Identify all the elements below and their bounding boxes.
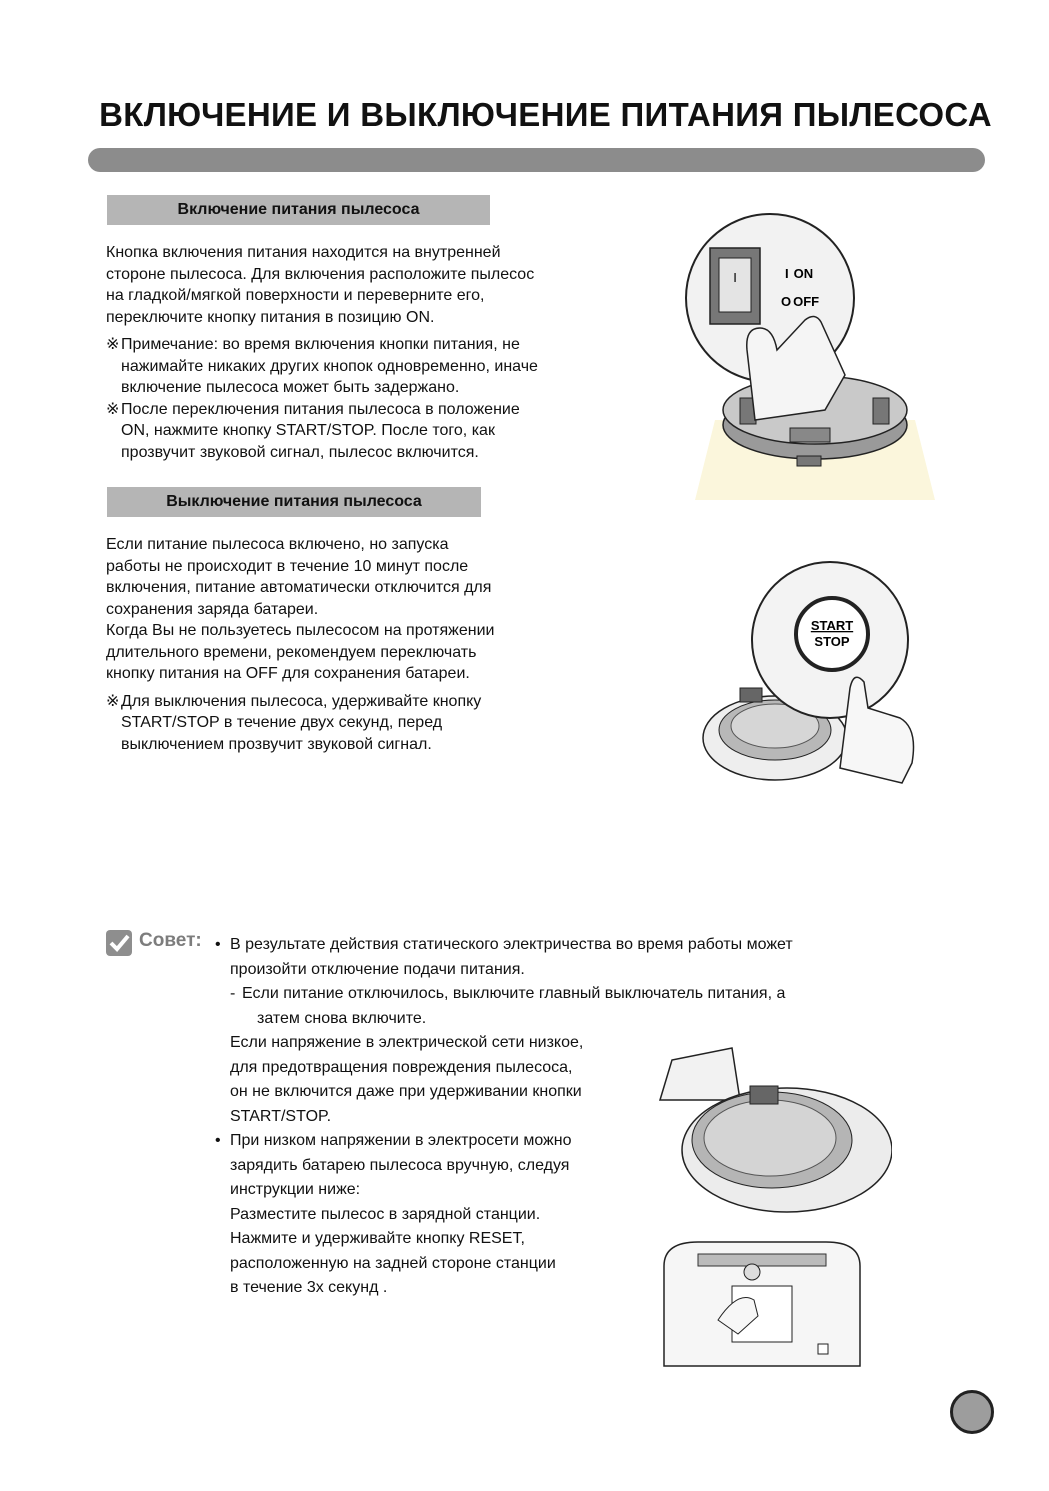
note-mark: ※ — [106, 336, 120, 353]
section-heading-power-on: Включение питания пылесоса — [107, 195, 490, 225]
text-line: Если напряжение в электрической сети низкое, — [230, 1034, 584, 1051]
page-number-circle — [950, 1390, 994, 1434]
robot-in-station-illustration — [652, 1040, 892, 1230]
tip-label: Совет: — [139, 930, 202, 951]
power-on-note-1 — [106, 334, 626, 399]
text-line: зарядить батарею пылесоса вручную, следуя — [230, 1156, 570, 1174]
text-line: включения, питание автоматически отключится для — [106, 579, 492, 596]
bullet: • — [215, 1132, 221, 1149]
text-line: он не включится даже при удерживании кнопки — [230, 1083, 582, 1100]
dash: - — [230, 985, 236, 1002]
tip-item-1 — [215, 933, 915, 982]
text-line: После переключения питания пылесоса в положение — [121, 400, 520, 418]
section-heading-power-off: Выключение питания пылесоса — [107, 487, 481, 517]
text-line: длительного времени, рекомендуем переключать — [106, 643, 477, 661]
text-line: кнопку питания на OFF для сохранения батареи. — [106, 665, 470, 682]
switch-off-symbol: O — [781, 294, 792, 309]
title-divider-bar — [88, 148, 985, 172]
text-line: Для выключения пылесоса, удерживайте кнопку — [121, 692, 482, 710]
text-line: Примечание: во время включения кнопки питания, не — [121, 336, 520, 353]
text-line: расположенную на задней стороне станции — [230, 1254, 556, 1272]
text-line: переключите кнопку питания в позицию ON. — [106, 308, 435, 326]
power-on-text — [106, 242, 626, 463]
switch-on-symbol: I — [785, 266, 789, 281]
text-line: инструкции ниже: — [230, 1181, 361, 1198]
text-line: Когда Вы не пользуетесь пылесосом на протяжении — [106, 622, 495, 639]
off-label — [781, 294, 819, 309]
start-stop-illustration — [690, 558, 930, 798]
start-label: START — [810, 618, 854, 633]
text-line: нажимайте никаких других кнопок одновременно, иначе — [121, 357, 538, 375]
text-line: в течение 3х секунд . — [230, 1279, 388, 1296]
text-line: работы не происходит в течение 10 минут после — [106, 557, 469, 575]
text-line: ON, нажмите кнопку START/STOP. После того, как — [121, 422, 495, 439]
text-line: на гладкой/мягкой поверхности и переверните его, — [106, 287, 485, 304]
text-line: для предотвращения повреждения пылесоса, — [230, 1058, 573, 1076]
text-line: стороне пылесоса. Для включения расположите пылесос — [106, 265, 535, 283]
stop-label: STOP — [814, 634, 850, 649]
bullet: • — [215, 936, 221, 953]
text-line: Если питание отключилось, выключите главный выключатель питания, а — [242, 985, 786, 1002]
switch-on-symbol: I — [733, 270, 737, 285]
text-line: Нажмите и удерживайте кнопку RESET, — [230, 1230, 525, 1247]
note-mark: ※ — [106, 400, 120, 418]
page-title: ВКЛЮЧЕНИЕ И ВЫКЛЮЧЕНИЕ ПИТАНИЯ ПЫЛЕСОСА — [99, 96, 992, 133]
text-line: В результате действия статического электричества во время работы может — [230, 936, 793, 953]
text-line: произойти отключение подачи питания. — [230, 960, 525, 978]
power-switch-illustration — [685, 210, 945, 500]
text-line: сохранения заряда батареи. — [106, 600, 319, 618]
text-line: При низком напряжении в электросети можно — [230, 1132, 572, 1149]
note-mark: ※ — [106, 692, 120, 710]
text-line: START/STOP в течение двух секунд, перед — [121, 714, 443, 731]
tip-item-1-sub — [215, 982, 915, 1031]
power-off-note — [106, 691, 626, 756]
text-line: Если питание пылесоса включено, но запуска — [106, 536, 449, 553]
checkmark-icon — [106, 930, 132, 956]
text-line: Кнопка включения питания находится на внутренней — [106, 244, 501, 261]
off-label-text: OFF — [793, 294, 820, 309]
text-line: Разместите пылесос в зарядной станции. — [230, 1205, 541, 1223]
text-line: прозвучит звуковой сигнал, пылесос включится. — [121, 443, 479, 461]
power-on-note-2 — [106, 399, 626, 464]
text-line: затем снова включите. — [257, 1009, 427, 1027]
charging-station-back-illustration — [658, 1236, 866, 1370]
on-label-text: ON — [793, 266, 814, 281]
text-line: выключением прозвучит звуковой сигнал. — [121, 735, 432, 753]
text-line: включение пылесоса может быть задержано. — [121, 379, 460, 396]
text-line: START/STOP. — [230, 1107, 332, 1125]
power-off-text — [106, 534, 626, 755]
